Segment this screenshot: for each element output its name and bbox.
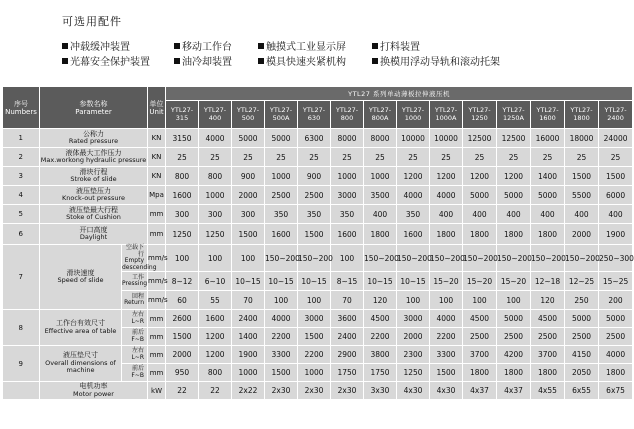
- value-cell: 1000: [298, 364, 331, 382]
- value-cell: 1600: [166, 186, 199, 205]
- value-cell: 4x37: [463, 382, 497, 400]
- value-cell: 400: [463, 205, 497, 224]
- value-cell: 1250: [397, 364, 430, 382]
- value-cell: 400: [531, 205, 565, 224]
- row-number: 8: [3, 310, 40, 346]
- unit-cell: mm: [148, 310, 166, 328]
- param-name: 公称力 Rated pressure: [40, 129, 148, 148]
- model-header: YTL27- 400: [199, 101, 232, 129]
- value-cell: 70: [232, 291, 265, 310]
- section-title: 可选用配件: [62, 15, 122, 28]
- model-header: YTL27- 500: [232, 101, 265, 129]
- value-cell: 1600: [265, 224, 298, 245]
- row-number: [3, 382, 40, 400]
- unit-cell: mm/s: [148, 245, 166, 272]
- value-cell: 400: [430, 205, 463, 224]
- value-cell: 1800: [497, 224, 531, 245]
- value-cell: 25: [199, 148, 232, 167]
- value-cell: 2400: [232, 310, 265, 328]
- value-cell: 400: [599, 205, 633, 224]
- value-cell: 350: [298, 205, 331, 224]
- value-cell: 25: [565, 148, 599, 167]
- value-cell: 300: [166, 205, 199, 224]
- row-number: 9: [3, 346, 40, 382]
- model-header: YTL27- 500A: [265, 101, 298, 129]
- value-cell: 1000: [331, 167, 364, 186]
- value-cell: 5000: [463, 186, 497, 205]
- value-cell: 2900: [331, 346, 364, 364]
- value-cell: 25: [599, 148, 633, 167]
- value-cell: 150~200: [397, 245, 430, 272]
- value-cell: 4x30: [430, 382, 463, 400]
- value-cell: 5000: [599, 310, 633, 328]
- model-header: YTL27- 1000A: [430, 101, 463, 129]
- value-cell: 4500: [463, 310, 497, 328]
- model-header: YTL27- 630: [298, 101, 331, 129]
- param-name: 工作台有效尺寸 Effective area of table: [40, 310, 122, 346]
- table-row: [3, 148, 633, 167]
- value-cell: 4x55: [531, 382, 565, 400]
- value-cell: 2500: [298, 186, 331, 205]
- unit-cell: KN: [148, 167, 166, 186]
- value-cell: 1200: [397, 167, 430, 186]
- value-cell: 150~200: [430, 245, 463, 272]
- value-cell: 3300: [265, 346, 298, 364]
- param-name: 液压垫最大行程 Stoke of Cushion: [40, 205, 148, 224]
- value-cell: 1000: [364, 167, 397, 186]
- param-name: 液压垫尺寸 Overall dimensions of machine: [40, 346, 122, 382]
- value-cell: 1500: [430, 364, 463, 382]
- value-cell: 12~18: [531, 272, 565, 291]
- value-cell: 4150: [565, 346, 599, 364]
- model-header: YTL27- 1000: [397, 101, 430, 129]
- value-cell: 100: [463, 291, 497, 310]
- value-cell: 100: [298, 291, 331, 310]
- sub-param: 左右 L~R: [122, 346, 148, 364]
- value-cell: 4000: [430, 186, 463, 205]
- value-cell: 1500: [166, 328, 199, 346]
- value-cell: 4500: [531, 310, 565, 328]
- value-cell: 2200: [265, 328, 298, 346]
- value-cell: 12500: [463, 129, 497, 148]
- value-cell: 150~200: [364, 245, 397, 272]
- value-cell: 2000: [397, 328, 430, 346]
- value-cell: 10~15: [397, 272, 430, 291]
- value-cell: 3700: [531, 346, 565, 364]
- value-cell: 12500: [497, 129, 531, 148]
- value-cell: 6300: [298, 129, 331, 148]
- value-cell: 25: [265, 148, 298, 167]
- value-cell: 200: [599, 291, 633, 310]
- sub-param: 前后 F~B: [122, 364, 148, 382]
- param-name: 液体最大工作压力 Max.workong hydraulic pressure: [40, 148, 148, 167]
- value-cell: 2600: [166, 310, 199, 328]
- value-cell: 2500: [599, 328, 633, 346]
- value-cell: 900: [298, 167, 331, 186]
- value-cell: 8~12: [166, 272, 199, 291]
- value-cell: 5500: [565, 186, 599, 205]
- value-cell: 3300: [430, 346, 463, 364]
- value-cell: 5000: [531, 186, 565, 205]
- value-cell: 2500: [565, 328, 599, 346]
- value-cell: 2200: [430, 328, 463, 346]
- value-cell: 800: [199, 167, 232, 186]
- header-unit: 单位 Unit: [148, 87, 166, 129]
- value-cell: 100: [497, 291, 531, 310]
- value-cell: 25: [531, 148, 565, 167]
- sub-param: 回程 Return: [122, 291, 148, 310]
- value-cell: 8000: [364, 129, 397, 148]
- value-cell: 18000: [565, 129, 599, 148]
- value-cell: 350: [331, 205, 364, 224]
- value-cell: 350: [397, 205, 430, 224]
- option-item: 移动工作台: [174, 40, 232, 55]
- value-cell: 25: [331, 148, 364, 167]
- option-item: 模具快速夹紧机构: [258, 55, 346, 70]
- value-cell: 1750: [331, 364, 364, 382]
- value-cell: 1200: [199, 346, 232, 364]
- value-cell: 22: [199, 382, 232, 400]
- value-cell: 10~15: [364, 272, 397, 291]
- value-cell: 1600: [199, 310, 232, 328]
- table-row: [3, 224, 633, 245]
- value-cell: 5000: [265, 129, 298, 148]
- option-item: 油冷却装置: [174, 55, 232, 70]
- unit-cell: mm: [148, 328, 166, 346]
- value-cell: 22: [166, 382, 199, 400]
- unit-cell: kW: [148, 382, 166, 400]
- value-cell: 25: [298, 148, 331, 167]
- header-number: 序号 Numbers: [3, 87, 40, 129]
- value-cell: 300: [199, 205, 232, 224]
- value-cell: 4200: [497, 346, 531, 364]
- value-cell: 100: [265, 291, 298, 310]
- value-cell: 120: [364, 291, 397, 310]
- value-cell: 1000: [199, 186, 232, 205]
- value-cell: 400: [497, 205, 531, 224]
- option-item: 换模用浮动导轨和滚动托架: [372, 55, 500, 70]
- value-cell: 800: [166, 167, 199, 186]
- table-row: [3, 245, 633, 272]
- param-name: 滑块行程 Stroke of slide: [40, 167, 148, 186]
- table-row: [3, 382, 633, 400]
- value-cell: 25: [364, 148, 397, 167]
- header-parameter: 参数名称 Parameter: [40, 87, 148, 129]
- value-cell: 3150: [166, 129, 199, 148]
- option-item: 打料装置: [372, 40, 420, 55]
- value-cell: 2400: [331, 328, 364, 346]
- unit-cell: mm: [148, 346, 166, 364]
- value-cell: 150~200: [265, 245, 298, 272]
- value-cell: 6~10: [199, 272, 232, 291]
- row-number: 3: [3, 167, 40, 186]
- value-cell: 25: [397, 148, 430, 167]
- value-cell: 10000: [430, 129, 463, 148]
- value-cell: 2500: [265, 186, 298, 205]
- value-cell: 1500: [298, 328, 331, 346]
- value-cell: 8000: [331, 129, 364, 148]
- model-header: YTL27- 1250A: [497, 101, 531, 129]
- spec-table: [2, 86, 633, 400]
- row-number: 4: [3, 186, 40, 205]
- value-cell: 2x22: [232, 382, 265, 400]
- sub-param: 左右 L~R: [122, 310, 148, 328]
- value-cell: 1000: [265, 167, 298, 186]
- value-cell: 150~200: [497, 245, 531, 272]
- model-header: YTL27- 800A: [364, 101, 397, 129]
- model-header: YTL27- 315: [166, 101, 199, 129]
- table-row: [3, 167, 633, 186]
- value-cell: 15~20: [430, 272, 463, 291]
- value-cell: 2x30: [265, 382, 298, 400]
- value-cell: 5000: [497, 186, 531, 205]
- value-cell: 1500: [232, 224, 265, 245]
- option-item: 触摸式工业显示屏: [258, 40, 346, 55]
- value-cell: 4x37: [497, 382, 531, 400]
- value-cell: 4x30: [397, 382, 430, 400]
- value-cell: 250: [565, 291, 599, 310]
- value-cell: 3000: [298, 310, 331, 328]
- model-header: YTL27- 800: [331, 101, 364, 129]
- value-cell: 2500: [531, 328, 565, 346]
- value-cell: 2200: [364, 328, 397, 346]
- value-cell: 1750: [364, 364, 397, 382]
- unit-cell: mm: [148, 224, 166, 245]
- row-number: 2: [3, 148, 40, 167]
- value-cell: 100: [166, 245, 199, 272]
- param-name: 滑块速度 Speed of slide: [40, 245, 122, 310]
- value-cell: 2500: [497, 328, 531, 346]
- value-cell: 1800: [430, 224, 463, 245]
- value-cell: 2x30: [331, 382, 364, 400]
- value-cell: 150~200: [531, 245, 565, 272]
- value-cell: 5000: [565, 310, 599, 328]
- value-cell: 4000: [430, 310, 463, 328]
- value-cell: 1250: [166, 224, 199, 245]
- value-cell: 2500: [463, 328, 497, 346]
- value-cell: 1900: [232, 346, 265, 364]
- value-cell: 1200: [430, 167, 463, 186]
- value-cell: 2000: [166, 346, 199, 364]
- value-cell: 950: [166, 364, 199, 382]
- value-cell: 150~200: [298, 245, 331, 272]
- value-cell: 100: [331, 245, 364, 272]
- value-cell: 4000: [265, 310, 298, 328]
- value-cell: 1250: [199, 224, 232, 245]
- value-cell: 100: [397, 291, 430, 310]
- unit-cell: Mpa: [148, 186, 166, 205]
- value-cell: 1000: [232, 364, 265, 382]
- value-cell: 1800: [531, 224, 565, 245]
- table-row: [3, 310, 633, 328]
- value-cell: 1200: [463, 167, 497, 186]
- value-cell: 6x55: [565, 382, 599, 400]
- value-cell: 2050: [565, 364, 599, 382]
- value-cell: 1500: [599, 167, 633, 186]
- unit-cell: mm: [148, 205, 166, 224]
- table-row: [3, 129, 633, 148]
- value-cell: 100: [232, 245, 265, 272]
- value-cell: 2300: [397, 346, 430, 364]
- model-header: YTL27- 1250: [463, 101, 497, 129]
- value-cell: 4000: [397, 186, 430, 205]
- value-cell: 2200: [298, 346, 331, 364]
- value-cell: 4000: [199, 129, 232, 148]
- row-number: 7: [3, 245, 40, 310]
- value-cell: 25: [463, 148, 497, 167]
- value-cell: 150~200: [463, 245, 497, 272]
- sub-param: 空载下行 Empty descending: [122, 244, 157, 271]
- value-cell: 1900: [599, 224, 633, 245]
- table-row: [3, 205, 633, 224]
- value-cell: 10~15: [265, 272, 298, 291]
- value-cell: 3x30: [364, 382, 397, 400]
- model-header: YTL27- 2400: [599, 101, 633, 129]
- value-cell: 120: [531, 291, 565, 310]
- value-cell: 25: [497, 148, 531, 167]
- value-cell: 1800: [463, 364, 497, 382]
- value-cell: 400: [364, 205, 397, 224]
- value-cell: 55: [199, 291, 232, 310]
- value-cell: 100: [430, 291, 463, 310]
- value-cell: 2x30: [298, 382, 331, 400]
- value-cell: 1800: [531, 364, 565, 382]
- value-cell: 3000: [331, 186, 364, 205]
- value-cell: 15~20: [463, 272, 497, 291]
- value-cell: 3800: [364, 346, 397, 364]
- value-cell: 2000: [565, 224, 599, 245]
- value-cell: 3700: [463, 346, 497, 364]
- row-number: 5: [3, 205, 40, 224]
- value-cell: 1800: [497, 364, 531, 382]
- unit-cell: KN: [148, 148, 166, 167]
- value-cell: 1200: [199, 328, 232, 346]
- value-cell: 10~15: [232, 272, 265, 291]
- value-cell: 3600: [331, 310, 364, 328]
- value-cell: 100: [199, 245, 232, 272]
- series-caption: YTL27 系列单动薄板拉伸液压机: [166, 87, 633, 101]
- value-cell: 24000: [599, 129, 633, 148]
- value-cell: 8~15: [331, 272, 364, 291]
- unit-cell: KN: [148, 129, 166, 148]
- value-cell: 1400: [232, 328, 265, 346]
- table-row: [3, 186, 633, 205]
- value-cell: 6000: [599, 186, 633, 205]
- value-cell: 70: [331, 291, 364, 310]
- unit-cell: mm: [148, 364, 166, 382]
- value-cell: 400: [565, 205, 599, 224]
- value-cell: 12~25: [565, 272, 599, 291]
- value-cell: 4500: [364, 310, 397, 328]
- value-cell: 5000: [497, 310, 531, 328]
- value-cell: 150~200: [565, 245, 599, 272]
- value-cell: 900: [232, 167, 265, 186]
- value-cell: 1500: [298, 224, 331, 245]
- value-cell: 10~15: [298, 272, 331, 291]
- value-cell: 300: [232, 205, 265, 224]
- value-cell: 3000: [397, 310, 430, 328]
- value-cell: 1600: [331, 224, 364, 245]
- value-cell: 4000: [599, 346, 633, 364]
- row-number: 6: [3, 224, 40, 245]
- value-cell: 1800: [364, 224, 397, 245]
- value-cell: 16000: [531, 129, 565, 148]
- param-name: 开口高度 Daylight: [40, 224, 148, 245]
- value-cell: 1600: [397, 224, 430, 245]
- value-cell: 10000: [397, 129, 430, 148]
- value-cell: 2000: [232, 186, 265, 205]
- value-cell: 15~20: [497, 272, 531, 291]
- value-cell: 60: [166, 291, 199, 310]
- param-name: 液压垫压力 Knock-out pressure: [40, 186, 148, 205]
- param-name: 电机功率 Motor power: [40, 382, 148, 400]
- model-header: YTL27- 1600: [531, 101, 565, 129]
- model-header: YTL27- 1800: [565, 101, 599, 129]
- value-cell: 1800: [599, 364, 633, 382]
- value-cell: 5000: [232, 129, 265, 148]
- sub-param: 前后 F~B: [122, 328, 148, 346]
- value-cell: 1400: [531, 167, 565, 186]
- unit-cell: mm/s: [148, 272, 166, 291]
- value-cell: 6x75: [599, 382, 633, 400]
- value-cell: 1800: [463, 224, 497, 245]
- value-cell: 25: [232, 148, 265, 167]
- table-row: [3, 346, 633, 364]
- value-cell: 1200: [497, 167, 531, 186]
- value-cell: 15~25: [599, 272, 633, 291]
- value-cell: 1500: [565, 167, 599, 186]
- sub-param: 工作 Pressing: [122, 272, 148, 291]
- unit-cell: mm/s: [148, 291, 166, 310]
- value-cell: 25: [430, 148, 463, 167]
- option-item: 冲载缓冲装置: [62, 40, 130, 55]
- value-cell: 350: [265, 205, 298, 224]
- value-cell: 3500: [364, 186, 397, 205]
- option-item: 光幕安全保护装置: [62, 55, 150, 70]
- value-cell: 1500: [265, 364, 298, 382]
- value-cell: 800: [199, 364, 232, 382]
- value-cell: 250~300: [599, 245, 633, 272]
- row-number: 1: [3, 129, 40, 148]
- value-cell: 25: [166, 148, 199, 167]
